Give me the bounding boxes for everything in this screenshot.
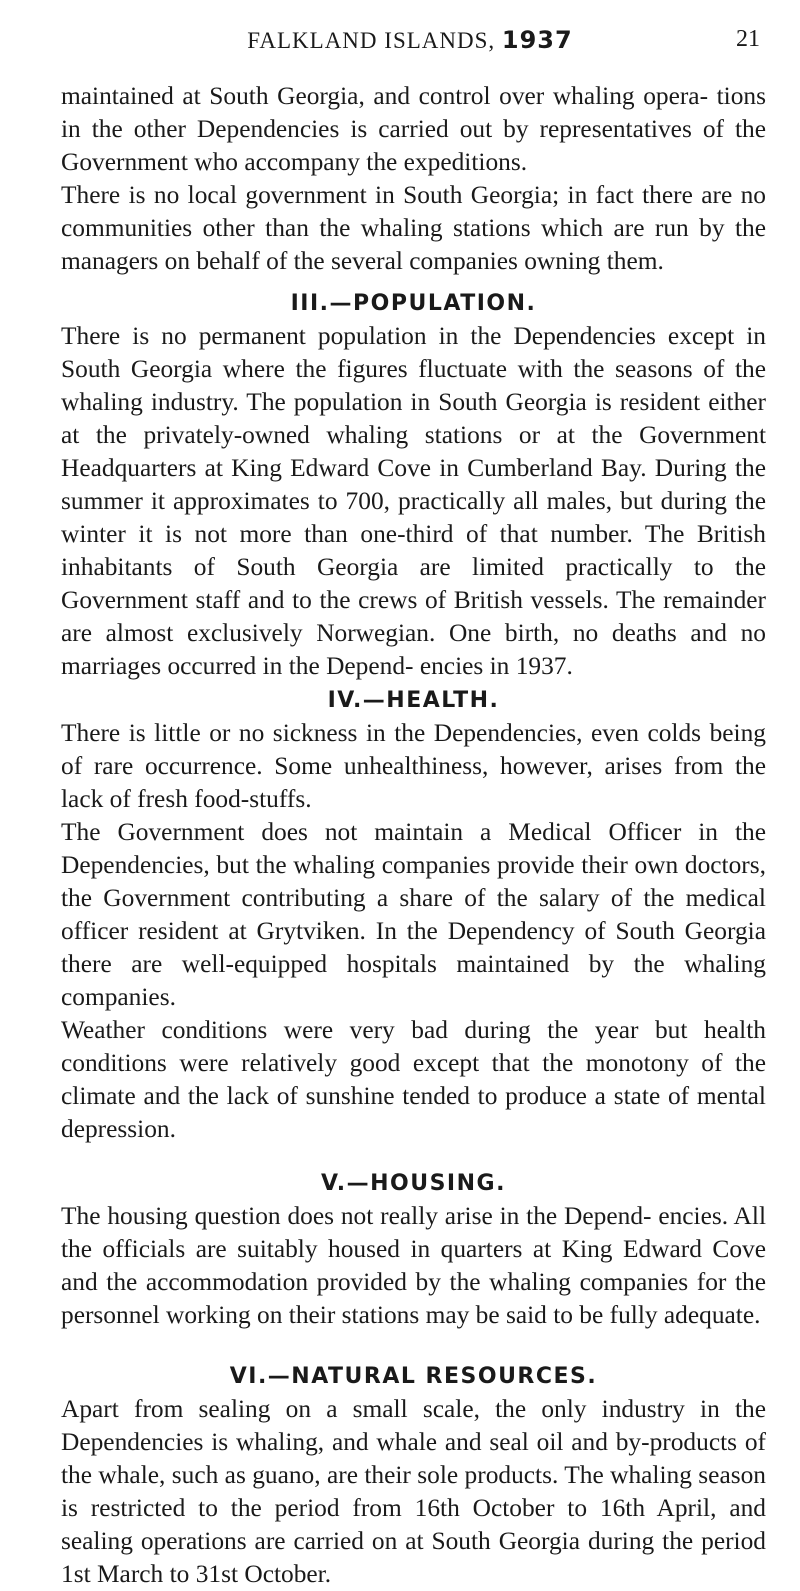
- body-text: [61, 80, 766, 1591]
- running-title-year: 1937: [501, 26, 573, 54]
- running-title: [60, 26, 760, 54]
- section-heading-natural-resources: VI.—NATURAL RESOURCES.: [229, 1364, 598, 1389]
- section-heading-health: IV.—HEALTH.: [327, 688, 500, 713]
- paragraph: The housing question does not really arise in the Depend- encies. All the officials are suitably housed in quarters at King Edward Cove and the accommodation provided by the whaling companies for the personnel working on their stations may be said to be fully adequate.: [61, 1202, 766, 1329]
- running-head: [60, 20, 760, 60]
- section-heading-housing: V.—HOUSING.: [321, 1171, 506, 1196]
- paragraph: Apart from sealing on a small scale, the only industry in the Dependencies is whaling, and whale and seal oil and by-products of the whale, such as guano, are their sole products. The whaling season is restricted to the period from 16th October to 16th April, and sealing operations are carried on at South Georgia during the period 1st March to 31st October.: [61, 1395, 766, 1588]
- paragraph: The Government does not maintain a Medical Officer in the Dependencies, but the whaling companies provide their own doctors, the Government contributing a share of the salary of the medical officer resident at Grytviken. In the Dependency of South Georgia there are well-equipped hospitals maintained by the whaling companies.: [61, 818, 766, 1011]
- paragraph: There is no permanent population in the Dependencies except in South Georgia where the figures fluctuate with the seasons of the whaling industry. The population in South Georgia is resident either at the privately-owned whaling stations or at the Government Headquarters at King Edward Cove in Cumberland Bay. During the summer it approximates to 700, practically all males, but during the winter it is not more than one-third of that number. The British inhabitants of South Georgia are limited practically to the Government staff and to the crews of British vessels. The remainder are almost exclusively Norwegian. One birth, no deaths and no marriages occurred in the Depend- encies in 1937.: [61, 322, 766, 680]
- page-number: 21: [736, 26, 760, 52]
- paragraph: Weather conditions were very bad during the year but health conditions were relatively good except that the monotony of the climate and the lack of sunshine tended to produce a state of mental depression.: [61, 1016, 766, 1143]
- section-heading-population: III.—POPULATION.: [290, 291, 537, 316]
- running-title-text: FALKLAND ISLANDS,: [247, 28, 496, 53]
- paragraph: There is no local government in South Georgia; in fact there are no communities other than the whaling stations which are run by the managers on behalf of the several companies owning them.: [61, 181, 766, 275]
- paragraph: There is little or no sickness in the Dependencies, even colds being of rare occurrence. Some unhealthiness, however, arises from the lack of fresh food-stuffs.: [61, 719, 766, 813]
- paragraph: maintained at South Georgia, and control over whaling opera- tions in the other Dependencies is carried out by representatives of the Government who accompany the expeditions.: [61, 82, 766, 176]
